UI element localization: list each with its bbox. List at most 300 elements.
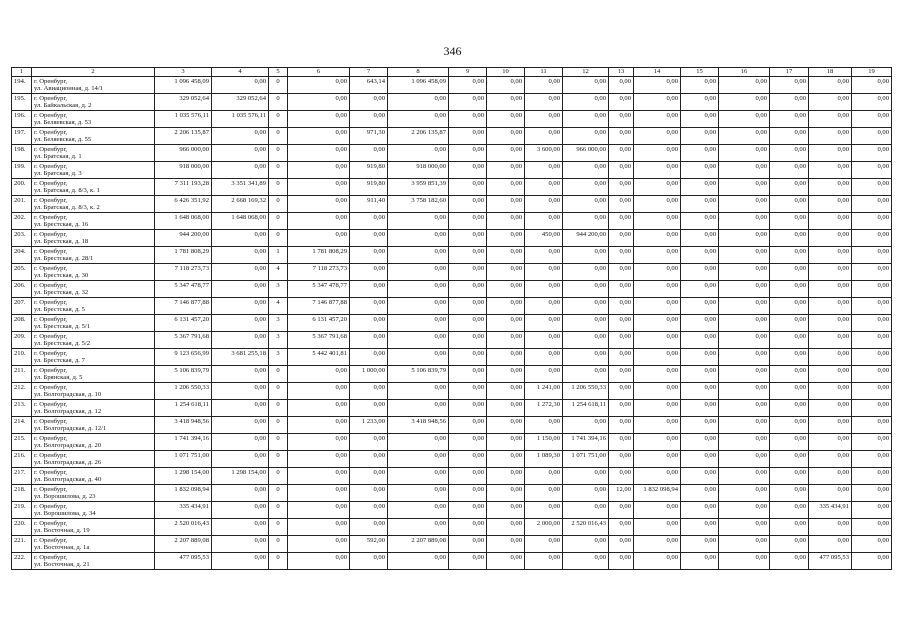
value-cell-col-4: 0,00: [212, 434, 269, 451]
value-cell-col-4: 0,00: [212, 298, 269, 315]
value-cell-col-4: 1 298 154,00: [212, 468, 269, 485]
value-cell-col-17: 0,00: [770, 111, 809, 128]
address-city: г. Оренбург,: [34, 163, 68, 170]
table-row: [12, 400, 892, 417]
value-cell-col-12: 0,00: [563, 94, 609, 111]
table-row: [12, 77, 892, 94]
column-header-19: 19: [852, 68, 892, 77]
address-city: г. Оренбург,: [34, 248, 68, 255]
row-number: 213.: [12, 400, 32, 417]
value-cell-col-18: 0,00: [809, 298, 852, 315]
value-cell-col-4: 1 648 068,00: [212, 213, 269, 230]
value-cell-col-9: 0,00: [449, 383, 487, 400]
value-cell-col-10: 0,00: [487, 485, 525, 502]
table-row: [12, 468, 892, 485]
value-cell-col-15: 0,00: [681, 247, 719, 264]
value-cell-col-4: 329 052,64: [212, 94, 269, 111]
value-cell-col-6: 0,00: [288, 111, 350, 128]
value-cell-col-16: 0,00: [719, 536, 770, 553]
table-row: [12, 366, 892, 383]
value-cell-col-17: 0,00: [770, 434, 809, 451]
value-cell-col-7: 0,00: [350, 502, 388, 519]
value-cell-col-4: 3 351 341,89: [212, 179, 269, 196]
value-cell-col-18: 0,00: [809, 468, 852, 485]
value-cell-col-6: 0,00: [288, 553, 350, 570]
address-street: ул. Брестская, д. 28/1: [34, 255, 94, 263]
value-cell-col-19: 0,00: [852, 111, 892, 128]
table-row: [12, 179, 892, 196]
row-number: 212.: [12, 383, 32, 400]
address-cell: [32, 162, 155, 179]
address-cell: [32, 349, 155, 366]
value-cell-col-7: 0,00: [350, 451, 388, 468]
value-cell-col-18: 0,00: [809, 332, 852, 349]
value-cell-col-10: 0,00: [487, 519, 525, 536]
value-cell-col-15: 0,00: [681, 502, 719, 519]
value-cell-col-11: 1 272,30: [525, 400, 563, 417]
value-cell-col-9: 0,00: [449, 485, 487, 502]
value-cell-col-6: 0,00: [288, 417, 350, 434]
address-city: г. Оренбург,: [34, 418, 68, 425]
value-cell-col-6: 0,00: [288, 145, 350, 162]
value-cell-col-3: 2 520 016,43: [155, 519, 212, 536]
value-cell-col-9: 0,00: [449, 145, 487, 162]
row-number: 206.: [12, 281, 32, 298]
table-row: [12, 264, 892, 281]
value-cell-col-17: 0,00: [770, 553, 809, 570]
address-street: ул. Авиационная, д. 14/1: [34, 85, 103, 93]
value-cell-col-14: 0,00: [634, 502, 681, 519]
value-cell-col-8: 0,00: [388, 400, 449, 417]
address-street: ул. Брянская, д. 5: [34, 374, 83, 382]
value-cell-col-13: 0,00: [609, 162, 634, 179]
address-city: г. Оренбург,: [34, 316, 68, 323]
value-cell-col-18: 0,00: [809, 315, 852, 332]
table-row: [12, 349, 892, 366]
value-cell-col-7: 0,00: [350, 111, 388, 128]
table-row: [12, 281, 892, 298]
value-cell-col-4: 1 035 576,11: [212, 111, 269, 128]
value-cell-col-9: 0,00: [449, 417, 487, 434]
value-cell-col-14: 0,00: [634, 213, 681, 230]
address-city: г. Оренбург,: [34, 469, 68, 476]
value-cell-col-6: 0,00: [288, 383, 350, 400]
address-city: г. Оренбург,: [34, 299, 68, 306]
value-cell-col-8: 5 106 839,79: [388, 366, 449, 383]
value-cell-col-5: 0: [269, 485, 288, 502]
address-street: ул. Волгоградская, д. 40: [34, 476, 102, 484]
table-row: [12, 332, 892, 349]
header-row: [12, 68, 892, 77]
value-cell-col-18: 0,00: [809, 281, 852, 298]
row-number: 196.: [12, 111, 32, 128]
address-city: г. Оренбург,: [34, 231, 68, 238]
value-cell-col-5: 0: [269, 145, 288, 162]
value-cell-col-18: 0,00: [809, 536, 852, 553]
value-cell-col-11: 0,00: [525, 553, 563, 570]
value-cell-col-8: 0,00: [388, 264, 449, 281]
value-cell-col-4: 0,00: [212, 145, 269, 162]
value-cell-col-13: 0,00: [609, 536, 634, 553]
value-cell-col-18: 0,00: [809, 400, 852, 417]
address-city: г. Оренбург,: [34, 112, 68, 119]
value-cell-col-19: 0,00: [852, 366, 892, 383]
address-city: г. Оренбург,: [34, 146, 68, 153]
address-cell: [32, 111, 155, 128]
value-cell-col-12: 0,00: [563, 315, 609, 332]
value-cell-col-15: 0,00: [681, 417, 719, 434]
value-cell-col-9: 0,00: [449, 247, 487, 264]
value-cell-col-16: 0,00: [719, 247, 770, 264]
value-cell-col-14: 0,00: [634, 400, 681, 417]
value-cell-col-8: 918 000,00: [388, 162, 449, 179]
value-cell-col-7: 0,00: [350, 349, 388, 366]
value-cell-col-11: 0,00: [525, 247, 563, 264]
row-number: 199.: [12, 162, 32, 179]
value-cell-col-13: 0,00: [609, 451, 634, 468]
value-cell-col-10: 0,00: [487, 162, 525, 179]
value-cell-col-3: 329 052,64: [155, 94, 212, 111]
value-cell-col-4: 0,00: [212, 451, 269, 468]
value-cell-col-9: 0,00: [449, 315, 487, 332]
value-cell-col-10: 0,00: [487, 94, 525, 111]
value-cell-col-14: 0,00: [634, 281, 681, 298]
value-cell-col-19: 0,00: [852, 230, 892, 247]
value-cell-col-16: 0,00: [719, 281, 770, 298]
value-cell-col-3: 7 311 193,28: [155, 179, 212, 196]
column-header-7: 7: [350, 68, 388, 77]
address-cell: [32, 451, 155, 468]
value-cell-col-6: 1 781 808,29: [288, 247, 350, 264]
value-cell-col-13: 0,00: [609, 349, 634, 366]
value-cell-col-11: 0,00: [525, 417, 563, 434]
value-cell-col-7: 0,00: [350, 213, 388, 230]
value-cell-col-12: 0,00: [563, 536, 609, 553]
value-cell-col-9: 0,00: [449, 536, 487, 553]
value-cell-col-19: 0,00: [852, 213, 892, 230]
value-cell-col-8: 0,00: [388, 485, 449, 502]
value-cell-col-3: 1 254 618,11: [155, 400, 212, 417]
address-cell: [32, 485, 155, 502]
value-cell-col-8: 0,00: [388, 315, 449, 332]
value-cell-col-6: 0,00: [288, 434, 350, 451]
value-cell-col-19: 0,00: [852, 400, 892, 417]
value-cell-col-19: 0,00: [852, 519, 892, 536]
value-cell-col-13: 0,00: [609, 111, 634, 128]
value-cell-col-9: 0,00: [449, 400, 487, 417]
value-cell-col-5: 4: [269, 264, 288, 281]
value-cell-col-13: 0,00: [609, 332, 634, 349]
value-cell-col-11: 0,00: [525, 468, 563, 485]
value-cell-col-8: 0,00: [388, 111, 449, 128]
value-cell-col-16: 0,00: [719, 179, 770, 196]
value-cell-col-14: 0,00: [634, 553, 681, 570]
address-street: ул. Восточная, д. 19: [34, 527, 90, 535]
value-cell-col-18: 0,00: [809, 264, 852, 281]
address-cell: [32, 536, 155, 553]
value-cell-col-19: 0,00: [852, 383, 892, 400]
value-cell-col-11: 0,00: [525, 298, 563, 315]
address-street: ул. Восточная, д. 21: [34, 561, 90, 569]
value-cell-col-17: 0,00: [770, 400, 809, 417]
value-cell-col-5: 0: [269, 434, 288, 451]
address-street: ул. Волгоградская, д. 12: [34, 408, 102, 416]
address-street: ул. Беляевская, д. 55: [34, 136, 92, 144]
row-number: 214.: [12, 417, 32, 434]
value-cell-col-4: 0,00: [212, 315, 269, 332]
address-city: г. Оренбург,: [34, 78, 68, 85]
value-cell-col-7: 0,00: [350, 383, 388, 400]
row-number: 202.: [12, 213, 32, 230]
value-cell-col-3: 3 418 948,56: [155, 417, 212, 434]
value-cell-col-10: 0,00: [487, 111, 525, 128]
value-cell-col-13: 0,00: [609, 77, 634, 94]
value-cell-col-18: 0,00: [809, 128, 852, 145]
value-cell-col-7: 0,00: [350, 281, 388, 298]
value-cell-col-10: 0,00: [487, 383, 525, 400]
value-cell-col-8: 3 758 182,60: [388, 196, 449, 213]
value-cell-col-16: 0,00: [719, 366, 770, 383]
value-cell-col-14: 0,00: [634, 77, 681, 94]
value-cell-col-14: 0,00: [634, 315, 681, 332]
address-cell: [32, 519, 155, 536]
value-cell-col-13: 0,00: [609, 434, 634, 451]
address-city: г. Оренбург,: [34, 537, 68, 544]
address-cell: [32, 468, 155, 485]
value-cell-col-3: 1 832 098,94: [155, 485, 212, 502]
value-cell-col-3: 2 206 135,87: [155, 128, 212, 145]
value-cell-col-15: 0,00: [681, 519, 719, 536]
value-cell-col-17: 0,00: [770, 315, 809, 332]
value-cell-col-15: 0,00: [681, 434, 719, 451]
value-cell-col-10: 0,00: [487, 553, 525, 570]
value-cell-col-12: 1 741 394,16: [563, 434, 609, 451]
address-cell: [32, 247, 155, 264]
value-cell-col-11: 0,00: [525, 485, 563, 502]
table-row: [12, 519, 892, 536]
value-cell-col-13: 12,00: [609, 485, 634, 502]
table-row: [12, 162, 892, 179]
value-cell-col-9: 0,00: [449, 332, 487, 349]
value-cell-col-10: 0,00: [487, 128, 525, 145]
value-cell-col-13: 0,00: [609, 264, 634, 281]
value-cell-col-16: 0,00: [719, 451, 770, 468]
address-street: ул. Волгоградская, д. 10: [34, 391, 102, 399]
value-cell-col-15: 0,00: [681, 451, 719, 468]
value-cell-col-5: 1: [269, 247, 288, 264]
value-cell-col-10: 0,00: [487, 196, 525, 213]
value-cell-col-19: 0,00: [852, 417, 892, 434]
value-cell-col-3: 6 131 457,20: [155, 315, 212, 332]
value-cell-col-7: 971,30: [350, 128, 388, 145]
value-cell-col-3: 944 200,00: [155, 230, 212, 247]
value-cell-col-17: 0,00: [770, 145, 809, 162]
value-cell-col-12: 0,00: [563, 553, 609, 570]
value-cell-col-17: 0,00: [770, 128, 809, 145]
value-cell-col-3: 966 000,00: [155, 145, 212, 162]
value-cell-col-16: 0,00: [719, 230, 770, 247]
value-cell-col-5: 0: [269, 519, 288, 536]
value-cell-col-3: 1 741 394,16: [155, 434, 212, 451]
address-city: г. Оренбург,: [34, 333, 68, 340]
value-cell-col-14: 0,00: [634, 536, 681, 553]
row-number: 207.: [12, 298, 32, 315]
value-cell-col-18: 0,00: [809, 111, 852, 128]
table-row: [12, 485, 892, 502]
value-cell-col-11: 0,00: [525, 128, 563, 145]
value-cell-col-8: 0,00: [388, 247, 449, 264]
value-cell-col-5: 0: [269, 128, 288, 145]
value-cell-col-5: 0: [269, 162, 288, 179]
value-cell-col-7: 911,40: [350, 196, 388, 213]
value-cell-col-4: 0,00: [212, 536, 269, 553]
value-cell-col-18: 0,00: [809, 179, 852, 196]
value-cell-col-9: 0,00: [449, 77, 487, 94]
column-header-12: 12: [563, 68, 609, 77]
address-street: ул. Брестская, д. 18: [34, 238, 89, 246]
address-street: ул. Брестская, д. 5: [34, 306, 85, 314]
value-cell-col-11: 0,00: [525, 366, 563, 383]
value-cell-col-11: 0,00: [525, 281, 563, 298]
value-cell-col-11: 450,00: [525, 230, 563, 247]
row-number: 215.: [12, 434, 32, 451]
value-cell-col-3: 1 071 751,00: [155, 451, 212, 468]
value-cell-col-19: 0,00: [852, 77, 892, 94]
row-number: 219.: [12, 502, 32, 519]
value-cell-col-11: 0,00: [525, 77, 563, 94]
value-cell-col-3: 7 118 273,73: [155, 264, 212, 281]
value-cell-col-18: 335 434,91: [809, 502, 852, 519]
value-cell-col-5: 3: [269, 332, 288, 349]
value-cell-col-15: 0,00: [681, 332, 719, 349]
address-city: г. Оренбург,: [34, 435, 68, 442]
value-cell-col-16: 0,00: [719, 400, 770, 417]
value-cell-col-6: 0,00: [288, 196, 350, 213]
value-cell-col-13: 0,00: [609, 417, 634, 434]
column-header-4: 4: [212, 68, 269, 77]
table-row: [12, 434, 892, 451]
column-header-15: 15: [681, 68, 719, 77]
value-cell-col-10: 0,00: [487, 434, 525, 451]
row-number: 217.: [12, 468, 32, 485]
value-cell-col-9: 0,00: [449, 179, 487, 196]
value-cell-col-12: 0,00: [563, 298, 609, 315]
value-cell-col-12: 0,00: [563, 128, 609, 145]
value-cell-col-15: 0,00: [681, 349, 719, 366]
value-cell-col-6: 0,00: [288, 451, 350, 468]
value-cell-col-10: 0,00: [487, 502, 525, 519]
value-cell-col-12: 1 071 751,00: [563, 451, 609, 468]
value-cell-col-6: 0,00: [288, 519, 350, 536]
value-cell-col-8: 0,00: [388, 502, 449, 519]
value-cell-col-18: 0,00: [809, 230, 852, 247]
value-cell-col-9: 0,00: [449, 162, 487, 179]
value-cell-col-19: 0,00: [852, 94, 892, 111]
value-cell-col-12: 1 206 550,33: [563, 383, 609, 400]
value-cell-col-4: 0,00: [212, 264, 269, 281]
table-row: [12, 383, 892, 400]
value-cell-col-5: 0: [269, 383, 288, 400]
value-cell-col-16: 0,00: [719, 417, 770, 434]
value-cell-col-7: 0,00: [350, 553, 388, 570]
value-cell-col-4: 0,00: [212, 383, 269, 400]
address-city: г. Оренбург,: [34, 452, 68, 459]
value-cell-col-3: 5 367 791,68: [155, 332, 212, 349]
value-cell-col-5: 0: [269, 196, 288, 213]
value-cell-col-19: 0,00: [852, 553, 892, 570]
value-cell-col-17: 0,00: [770, 281, 809, 298]
address-street: ул. Братская, д. 8/3, к. 1: [34, 187, 100, 195]
value-cell-col-14: 0,00: [634, 128, 681, 145]
address-cell: [32, 281, 155, 298]
address-cell: [32, 553, 155, 570]
address-city: г. Оренбург,: [34, 214, 68, 221]
value-cell-col-9: 0,00: [449, 111, 487, 128]
value-cell-col-4: 0,00: [212, 247, 269, 264]
value-cell-col-5: 0: [269, 366, 288, 383]
value-cell-col-3: 918 000,00: [155, 162, 212, 179]
value-cell-col-14: 0,00: [634, 230, 681, 247]
value-cell-col-7: 1 233,00: [350, 417, 388, 434]
address-street: ул. Брестская, д. 30: [34, 272, 89, 280]
value-cell-col-16: 0,00: [719, 383, 770, 400]
value-cell-col-7: 919,80: [350, 179, 388, 196]
address-city: г. Оренбург,: [34, 197, 68, 204]
address-cell: [32, 332, 155, 349]
value-cell-col-4: 0,00: [212, 281, 269, 298]
address-cell: [32, 77, 155, 94]
value-cell-col-14: 0,00: [634, 366, 681, 383]
value-cell-col-16: 0,00: [719, 553, 770, 570]
value-cell-col-14: 0,00: [634, 162, 681, 179]
address-city: г. Оренбург,: [34, 503, 68, 510]
value-cell-col-15: 0,00: [681, 111, 719, 128]
value-cell-col-19: 0,00: [852, 349, 892, 366]
value-cell-col-7: 919,80: [350, 162, 388, 179]
value-cell-col-10: 0,00: [487, 264, 525, 281]
value-cell-col-11: 3 600,00: [525, 145, 563, 162]
value-cell-col-15: 0,00: [681, 383, 719, 400]
value-cell-col-9: 0,00: [449, 366, 487, 383]
value-cell-col-10: 0,00: [487, 77, 525, 94]
value-cell-col-15: 0,00: [681, 145, 719, 162]
value-cell-col-14: 0,00: [634, 94, 681, 111]
value-cell-col-3: 2 207 889,08: [155, 536, 212, 553]
value-cell-col-12: 944 200,00: [563, 230, 609, 247]
value-cell-col-10: 0,00: [487, 400, 525, 417]
value-cell-col-7: 1 000,00: [350, 366, 388, 383]
column-header-11: 11: [525, 68, 563, 77]
address-street: ул. Ворошилова, д. 23: [34, 493, 96, 501]
value-cell-col-12: 0,00: [563, 196, 609, 213]
value-cell-col-4: 0,00: [212, 230, 269, 247]
address-cell: [32, 400, 155, 417]
value-cell-col-11: 0,00: [525, 349, 563, 366]
value-cell-col-18: 0,00: [809, 77, 852, 94]
value-cell-col-10: 0,00: [487, 366, 525, 383]
value-cell-col-4: 0,00: [212, 502, 269, 519]
value-cell-col-8: 3 418 948,56: [388, 417, 449, 434]
row-number: 209.: [12, 332, 32, 349]
value-cell-col-18: 0,00: [809, 366, 852, 383]
value-cell-col-13: 0,00: [609, 366, 634, 383]
value-cell-col-7: 0,00: [350, 468, 388, 485]
value-cell-col-7: 0,00: [350, 247, 388, 264]
value-cell-col-17: 0,00: [770, 468, 809, 485]
address-cell: [32, 264, 155, 281]
value-cell-col-19: 0,00: [852, 332, 892, 349]
value-cell-col-3: 1 648 068,00: [155, 213, 212, 230]
